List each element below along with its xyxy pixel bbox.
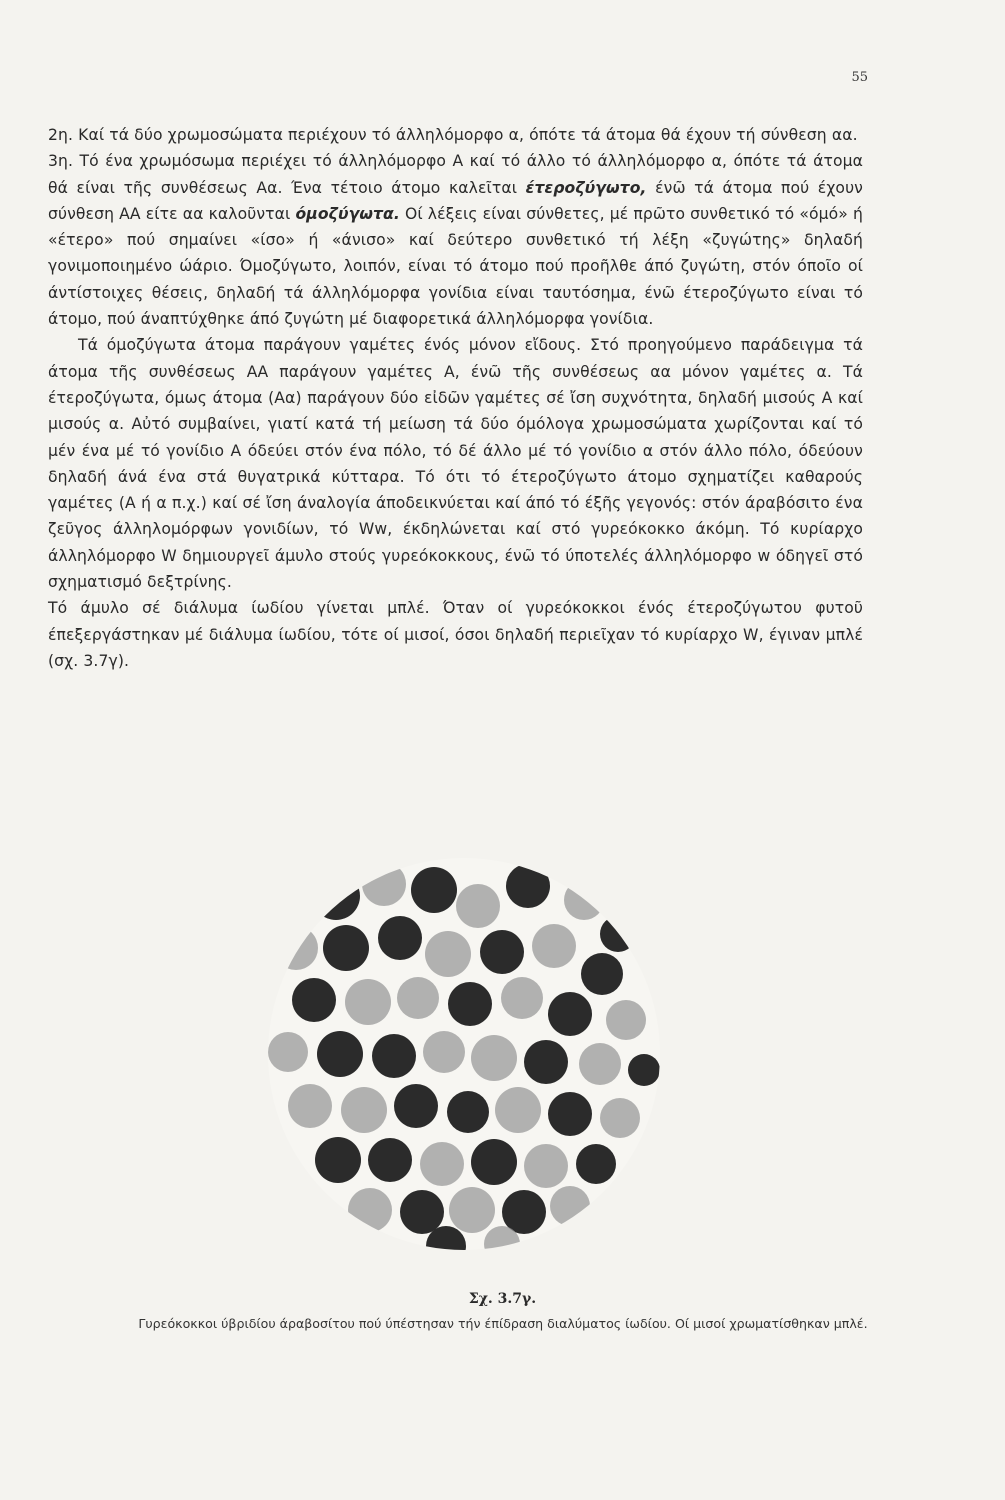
page-number: 55	[851, 70, 868, 85]
stained-pollen-grain	[471, 1139, 517, 1185]
term-heterozygous: έτεροζύγωτο,	[525, 178, 647, 197]
text-segment: 3η. Τό ένα χρωμόσωμα περιέχει τό άλληλόμορφο Α καί τό άλλο τό άλληλόμορφο α, όπότε τά άτομα θά είναι τῆς συνθέσεως Αα. Ένα τέτοιο άτομο καλεῖται	[48, 152, 863, 197]
body-text	[48, 122, 863, 674]
stained-pollen-grain	[394, 1084, 438, 1128]
unstained-pollen-grain	[423, 1031, 465, 1073]
unstained-pollen-grain	[471, 1035, 517, 1081]
unstained-pollen-grain	[288, 1084, 332, 1128]
unstained-pollen-grain	[456, 884, 500, 928]
unstained-pollen-grain	[348, 1188, 392, 1232]
paragraph-3rd-case	[48, 148, 863, 332]
stained-pollen-grain	[372, 1034, 416, 1078]
unstained-pollen-grain	[606, 1000, 646, 1040]
paragraph-starch: Τό άμυλο σέ διάλυμα ίωδίου γίνεται μπλέ. Όταν οί γυρεόκοκκοι ένός έτεροζύγωτου φυτοῦ έπεξεργάστηκαν μέ διάλυμα ίωδίου, τότε οί μισοί, όσοι δηλαδή περιεῖχαν τό κυρίαρχο W, έγιναν μπλέ (σχ. 3.7γ).	[48, 599, 863, 670]
unstained-pollen-grain	[362, 862, 406, 906]
stained-pollen-grain	[581, 953, 623, 995]
unstained-pollen-grain	[341, 1087, 387, 1133]
stained-pollen-grain	[480, 930, 524, 974]
stained-pollen-grain	[315, 1137, 361, 1183]
stained-pollen-grain	[548, 1092, 592, 1136]
figure-caption: Γυρεόκοκκοι ύβριδίου άραβοσίτου πού ύπέστησαν τήν έπίδραση διαλύματος ίωδίου. Οί μισοί χρωματίσθηκαν μπλέ.	[138, 1316, 868, 1331]
stained-pollen-grain	[447, 1091, 489, 1133]
unstained-pollen-grain	[564, 880, 604, 920]
unstained-pollen-grain	[532, 924, 576, 968]
stained-pollen-grain	[628, 1054, 660, 1086]
stained-pollen-grain	[378, 916, 422, 960]
unstained-pollen-grain	[425, 931, 471, 977]
stained-pollen-grain	[411, 867, 457, 913]
stained-pollen-grain	[292, 978, 336, 1022]
stained-pollen-grain	[548, 992, 592, 1036]
unstained-pollen-grain	[501, 977, 543, 1019]
stained-pollen-grain	[448, 982, 492, 1026]
term-homozygous: όμοζύγωτα.	[295, 204, 400, 223]
unstained-pollen-grain	[420, 1142, 464, 1186]
stained-pollen-grain	[524, 1040, 568, 1084]
stained-pollen-grain	[312, 872, 360, 920]
unstained-pollen-grain	[579, 1043, 621, 1085]
unstained-pollen-grain	[495, 1087, 541, 1133]
unstained-pollen-grain	[268, 1032, 308, 1072]
unstained-pollen-grain	[345, 979, 391, 1025]
unstained-pollen-grain	[397, 977, 439, 1019]
unstained-pollen-grain	[274, 926, 318, 970]
paragraph-gametes: Τά όμοζύγωτα άτομα παράγουν γαμέτες ένός μόνον εἴδους. Στό προηγούμενο παράδειγμα τά άτομα τῆς συνθέσεως ΑΑ παράγουν γαμέτες Α, ένῶ τῆς συνθέσεως αα μόνον γαμέτες α. Τά έτεροζύγωτα, όμως άτομα (Αα) παράγουν δύο εἰδῶν γαμέτες σέ ἴση συχνότητα, δηλαδή μισούς Α καί μισούς α. Αὐτό συμβαίνει, γιατί κατά τή μείωση τά δύο όμόλογα χρωμοσώματα χωρίζονται καί τό μέν ένα μέ τό γονίδιο Α όδεύει στόν ένα πόλο, τό δέ άλλο μέ τό γονίδιο α στόν άλλο πόλο, όδεύουν δηλαδή άνά ένα στά θυγατρικά κύτταρα. Τό ότι τό έτεροζύγωτο άτομο σχηματίζει καθαρούς γαμέτες (Α ή α π.χ.) καί σέ ἴση άναλογία άποδεικνύεται καί άπό τό έξῆς γεγονός: στόν άραβόσιτο ένα ζεῦγος άλληλομόρφων γονιδίων, τό Ww, έκδηλώνεται καί στό γυρεόκοκκο άκόμη. Τό κυρίαρχο άλληλόμορφο W δημιουργεῖ άμυλο στούς γυρεόκοκκους, ένῶ τό ύποτελές άλληλόμορφο w όδηγεῖ στό σχηματισμό δεξτρίνης.	[48, 336, 863, 592]
stained-pollen-grain	[600, 916, 636, 952]
stained-pollen-grain	[576, 1144, 616, 1184]
text-segment: ένῶ τά άτομα πού έχουν σύνθεση ΑΑ είτε αα καλοῦνται	[48, 178, 863, 223]
unstained-pollen-grain	[600, 1098, 640, 1138]
stained-pollen-grain	[323, 925, 369, 971]
text-segment: Οί λέξεις είναι σύνθετες, μέ πρῶτο συνθετικό τό «όμό» ή «έτερο» πού σημαίνει «ίσο» ή «άνισο» καί δεύτερο συνθετικό τή λέξη «ζυγώτης» δηλαδή γονιμοποιημένο ώάριο. Όμοζύγωτο, λοιπόν, είναι τό άτομο πού προῆλθε άπό ζυγώτη, στόν όποῖο οί άντίστοιχες θέσεις, δηλαδή τά άλληλόμορφα γονίδια είναι ταυτόσημα, ένῶ έτεροζύγωτο είναι τό άτομο, πού άναπτύχθηκε άπό ζυγώτη μέ διαφορετικά άλληλόμορφα γονίδια.	[48, 204, 863, 329]
pollen-grains-figure	[266, 856, 662, 1252]
unstained-pollen-grain	[449, 1187, 495, 1233]
unstained-pollen-grain	[550, 1186, 590, 1226]
stained-pollen-grain	[400, 1190, 444, 1234]
unstained-pollen-grain	[524, 1144, 568, 1188]
stained-pollen-grain	[506, 864, 550, 908]
paragraph-2nd-case: 2η. Καί τά δύο χρωμοσώματα περιέχουν τό άλληλόμορφο α, όπότε τά άτομα θά έχουν τή σύνθεση αα.	[48, 126, 858, 144]
stained-pollen-grain	[368, 1138, 412, 1182]
figure-label: Σχ. 3.7γ.	[468, 1291, 537, 1307]
stained-pollen-grain	[317, 1031, 363, 1077]
